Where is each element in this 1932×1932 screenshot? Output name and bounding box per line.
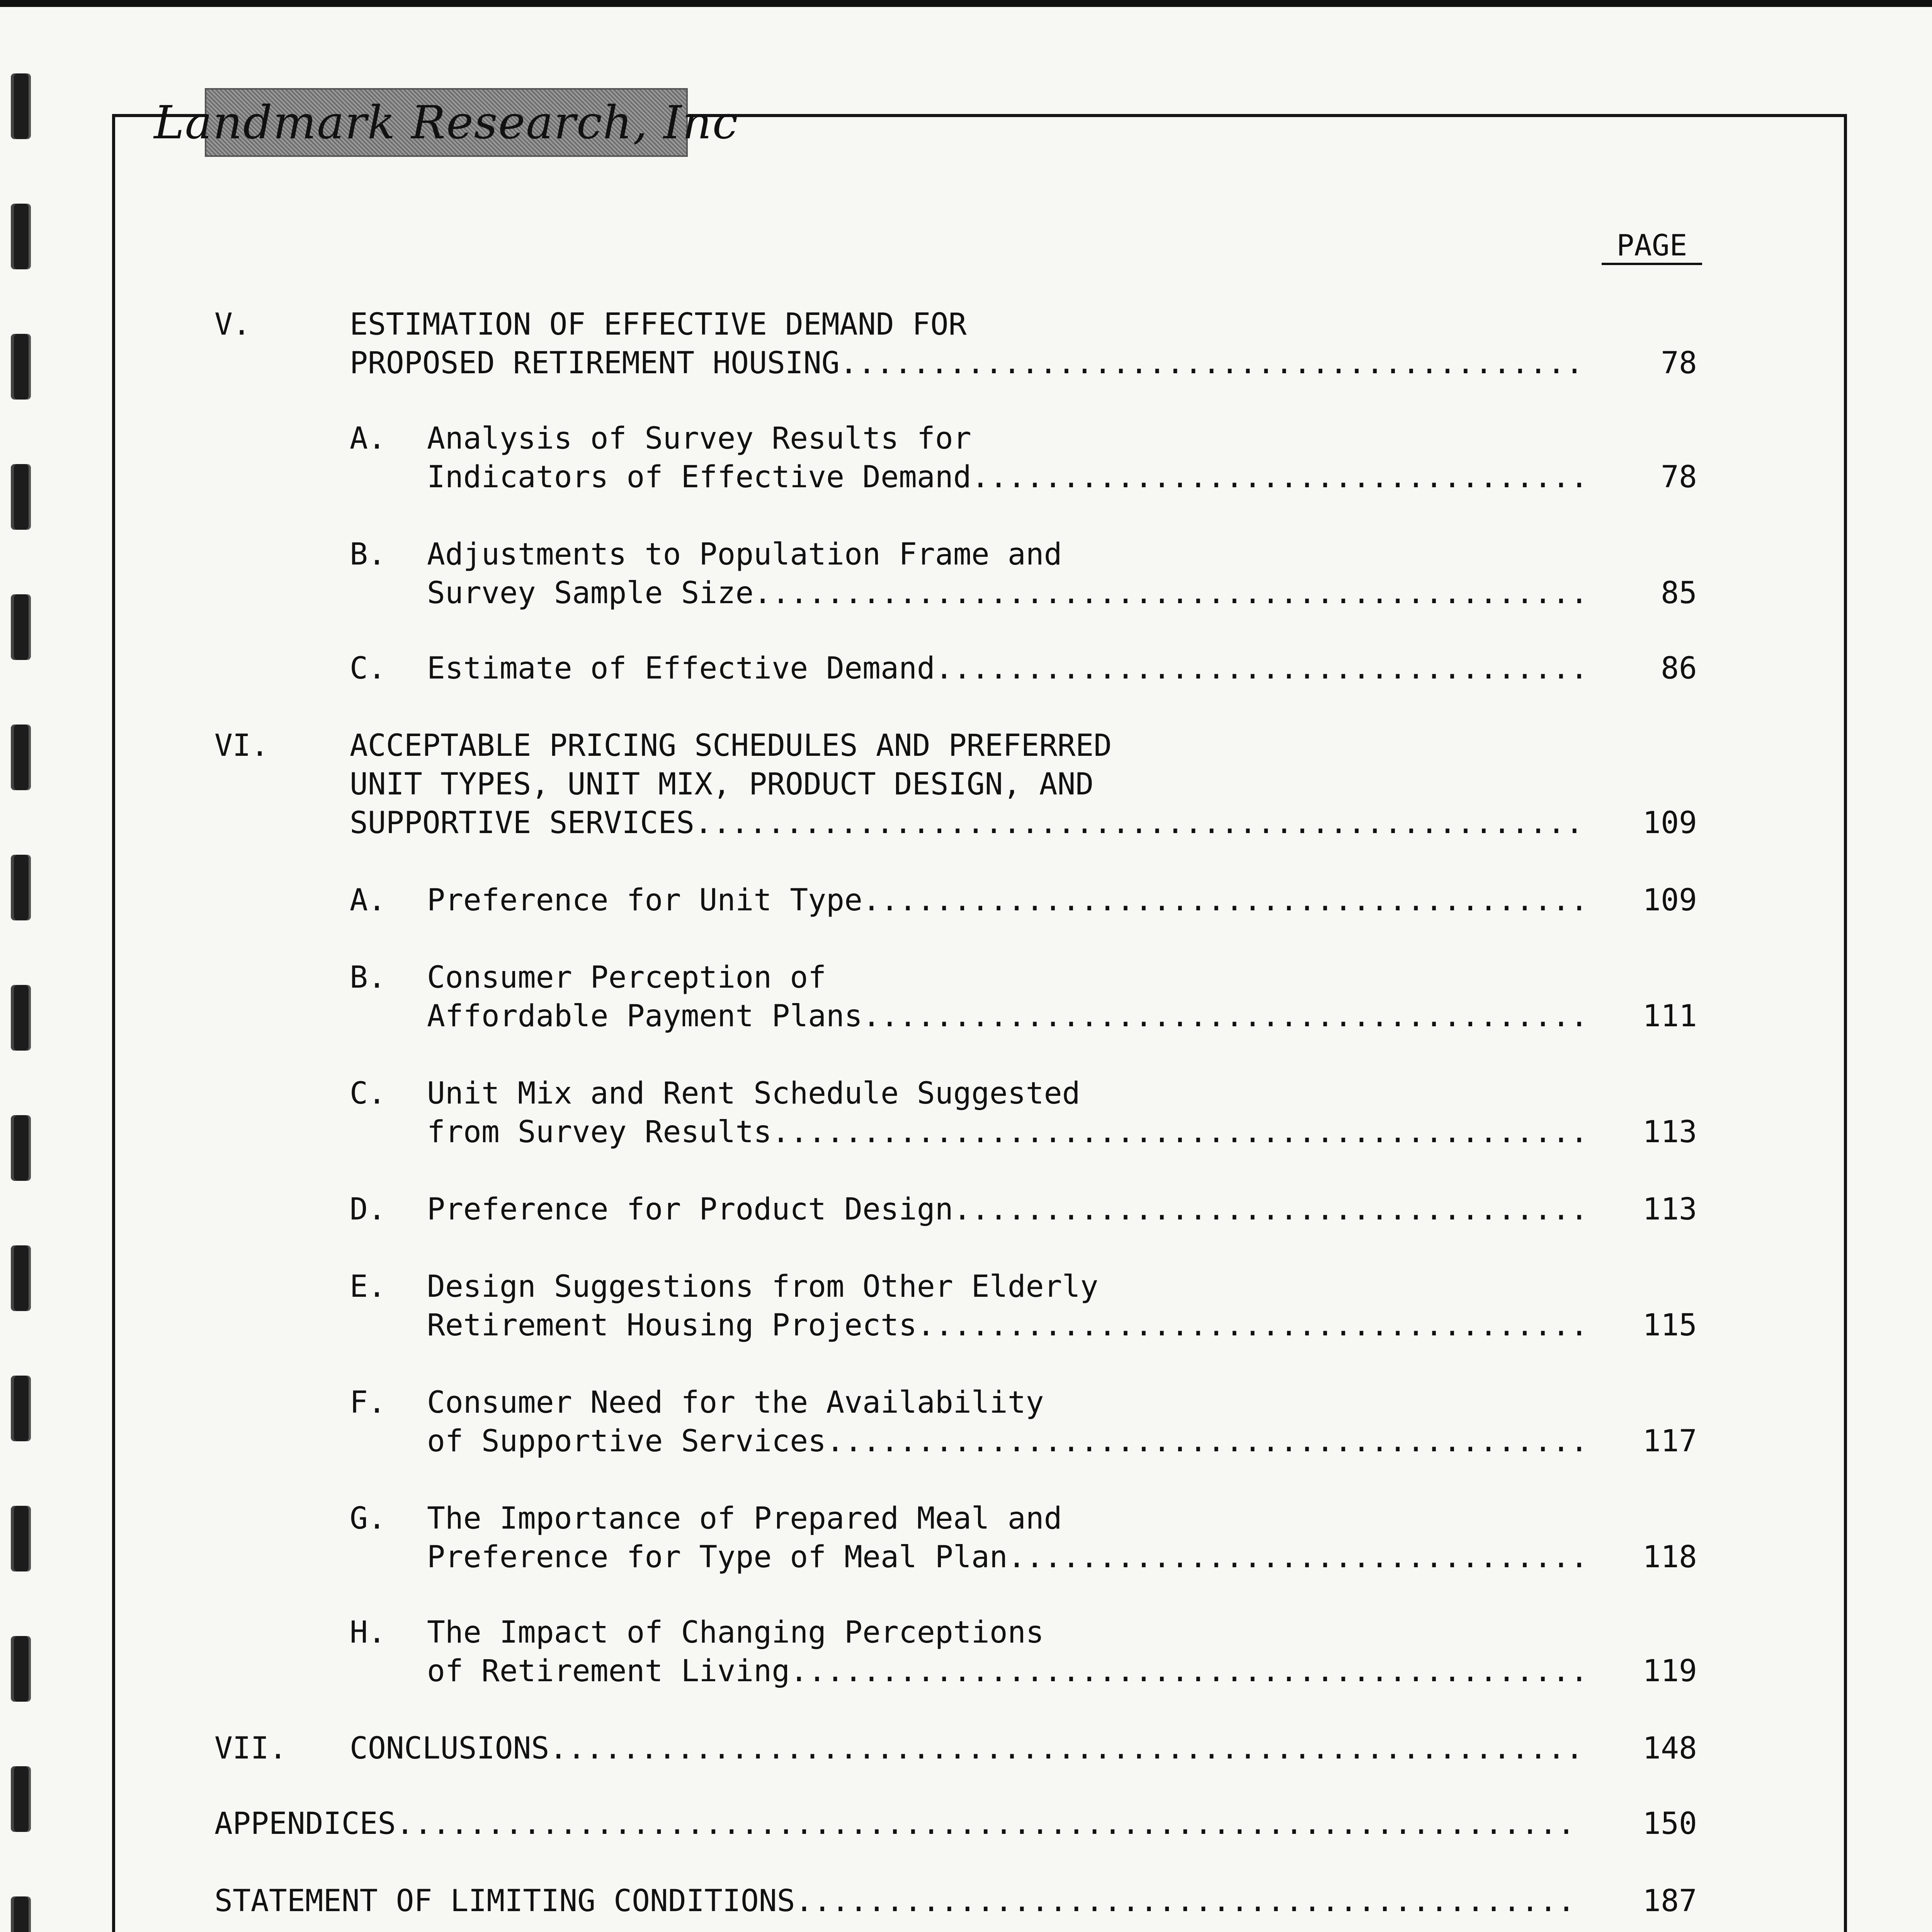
toc-entry-title-line: STATEMENT OF LIMITING CONDITIONS ..... bbox=[214, 1882, 1582, 1920]
toc-entry-number: B. bbox=[350, 960, 386, 995]
toc-entry-number: G. bbox=[350, 1501, 386, 1536]
toc-entry-title-line: Unit Mix and Rent Schedule Suggested bbox=[427, 1076, 1080, 1111]
toc-entry-number: V. bbox=[214, 307, 251, 342]
toc-entry-title-line: Analysis of Survey Results for bbox=[427, 421, 971, 456]
logo-text: Landmark Research, Inc bbox=[154, 96, 739, 149]
toc-entry-title-line: from Survey Results ..... bbox=[427, 1113, 1582, 1151]
toc-entry-page: 117 bbox=[1643, 1424, 1697, 1459]
toc-entry-page: 150 bbox=[1643, 1806, 1697, 1841]
toc-entry-page: 118 bbox=[1643, 1540, 1697, 1575]
toc-entry-title-line: Consumer Need for the Availability bbox=[427, 1385, 1044, 1420]
toc-entry-number: A. bbox=[350, 883, 386, 918]
toc-entry-title-line: of Supportive Services ..... bbox=[427, 1422, 1582, 1461]
toc-entry-page: 111 bbox=[1643, 999, 1697, 1034]
page-column-header: PAGE bbox=[1602, 228, 1702, 265]
toc-entry-title-line: ACCEPTABLE PRICING SCHEDULES AND PREFERRED bbox=[350, 728, 1112, 763]
toc-entry-number: C. bbox=[350, 651, 386, 686]
toc-entry-title-line: The Importance of Prepared Meal and bbox=[427, 1501, 1062, 1536]
toc-entry-number: C. bbox=[350, 1076, 386, 1111]
toc-entry-title-line: PROPOSED RETIREMENT HOUSING ..... bbox=[350, 344, 1582, 383]
toc-entry-number: VI. bbox=[214, 728, 269, 763]
toc-entry-title-line: UNIT TYPES, UNIT MIX, PRODUCT DESIGN, AND bbox=[350, 767, 1094, 802]
toc-entry-page: 115 bbox=[1643, 1308, 1697, 1343]
toc-entry-title-line: Preference for Type of Meal Plan ..... bbox=[427, 1538, 1582, 1577]
toc-entry-page: 148 bbox=[1643, 1731, 1697, 1766]
toc-entry-page: 86 bbox=[1661, 651, 1697, 686]
toc-entry-page: 113 bbox=[1643, 1192, 1697, 1227]
toc-entry-number: H. bbox=[350, 1615, 386, 1650]
toc-entry-title-line: Retirement Housing Projects ..... bbox=[427, 1306, 1582, 1345]
toc-entry-page: 187 bbox=[1643, 1884, 1697, 1918]
toc-entry-page: 109 bbox=[1643, 806, 1697, 840]
toc-entry-title-line: APPENDICES ..... bbox=[214, 1804, 1582, 1843]
toc-entry-page: 85 bbox=[1661, 576, 1697, 611]
toc-entry-title-line: Indicators of Effective Demand ..... bbox=[427, 458, 1582, 497]
toc-entry-title-line: Preference for Unit Type ..... bbox=[427, 881, 1582, 920]
toc-entry-title-line: The Impact of Changing Perceptions bbox=[427, 1615, 1044, 1650]
toc-entry-title-line: Affordable Payment Plans ..... bbox=[427, 997, 1582, 1036]
toc-entry-number: A. bbox=[350, 421, 386, 456]
toc-entry-number: B. bbox=[350, 537, 386, 572]
toc-entry-page: 119 bbox=[1643, 1654, 1697, 1689]
toc-entry-page: 78 bbox=[1661, 460, 1697, 495]
toc-entry-title-line: Adjustments to Population Frame and bbox=[427, 537, 1062, 572]
toc-entry-title-line: ESTIMATION OF EFFECTIVE DEMAND FOR bbox=[350, 307, 967, 342]
toc-entry-title-line: SUPPORTIVE SERVICES ..... bbox=[350, 804, 1582, 842]
toc-entry-title-line: CONCLUSIONS ..... bbox=[350, 1729, 1582, 1768]
toc-entry-number: VII. bbox=[214, 1731, 287, 1766]
toc-entry-number: E. bbox=[350, 1269, 386, 1304]
toc-entry-number: D. bbox=[350, 1192, 386, 1227]
toc-entry-title-line: of Retirement Living ..... bbox=[427, 1652, 1582, 1690]
toc-entry-title-line: Consumer Perception of bbox=[427, 960, 827, 995]
toc-entry-page: 78 bbox=[1661, 346, 1697, 381]
toc-entry-title-line: Design Suggestions from Other Elderly bbox=[427, 1269, 1099, 1304]
toc-entry-page: 113 bbox=[1643, 1115, 1697, 1150]
toc-entry-number: F. bbox=[350, 1385, 386, 1420]
toc-entry-title-line: Preference for Product Design ..... bbox=[427, 1190, 1582, 1229]
toc-entry-page: 109 bbox=[1643, 883, 1697, 918]
toc-entry-title-line: Survey Sample Size ..... bbox=[427, 574, 1582, 612]
toc-entry-title-line: Estimate of Effective Demand ..... bbox=[427, 649, 1582, 688]
